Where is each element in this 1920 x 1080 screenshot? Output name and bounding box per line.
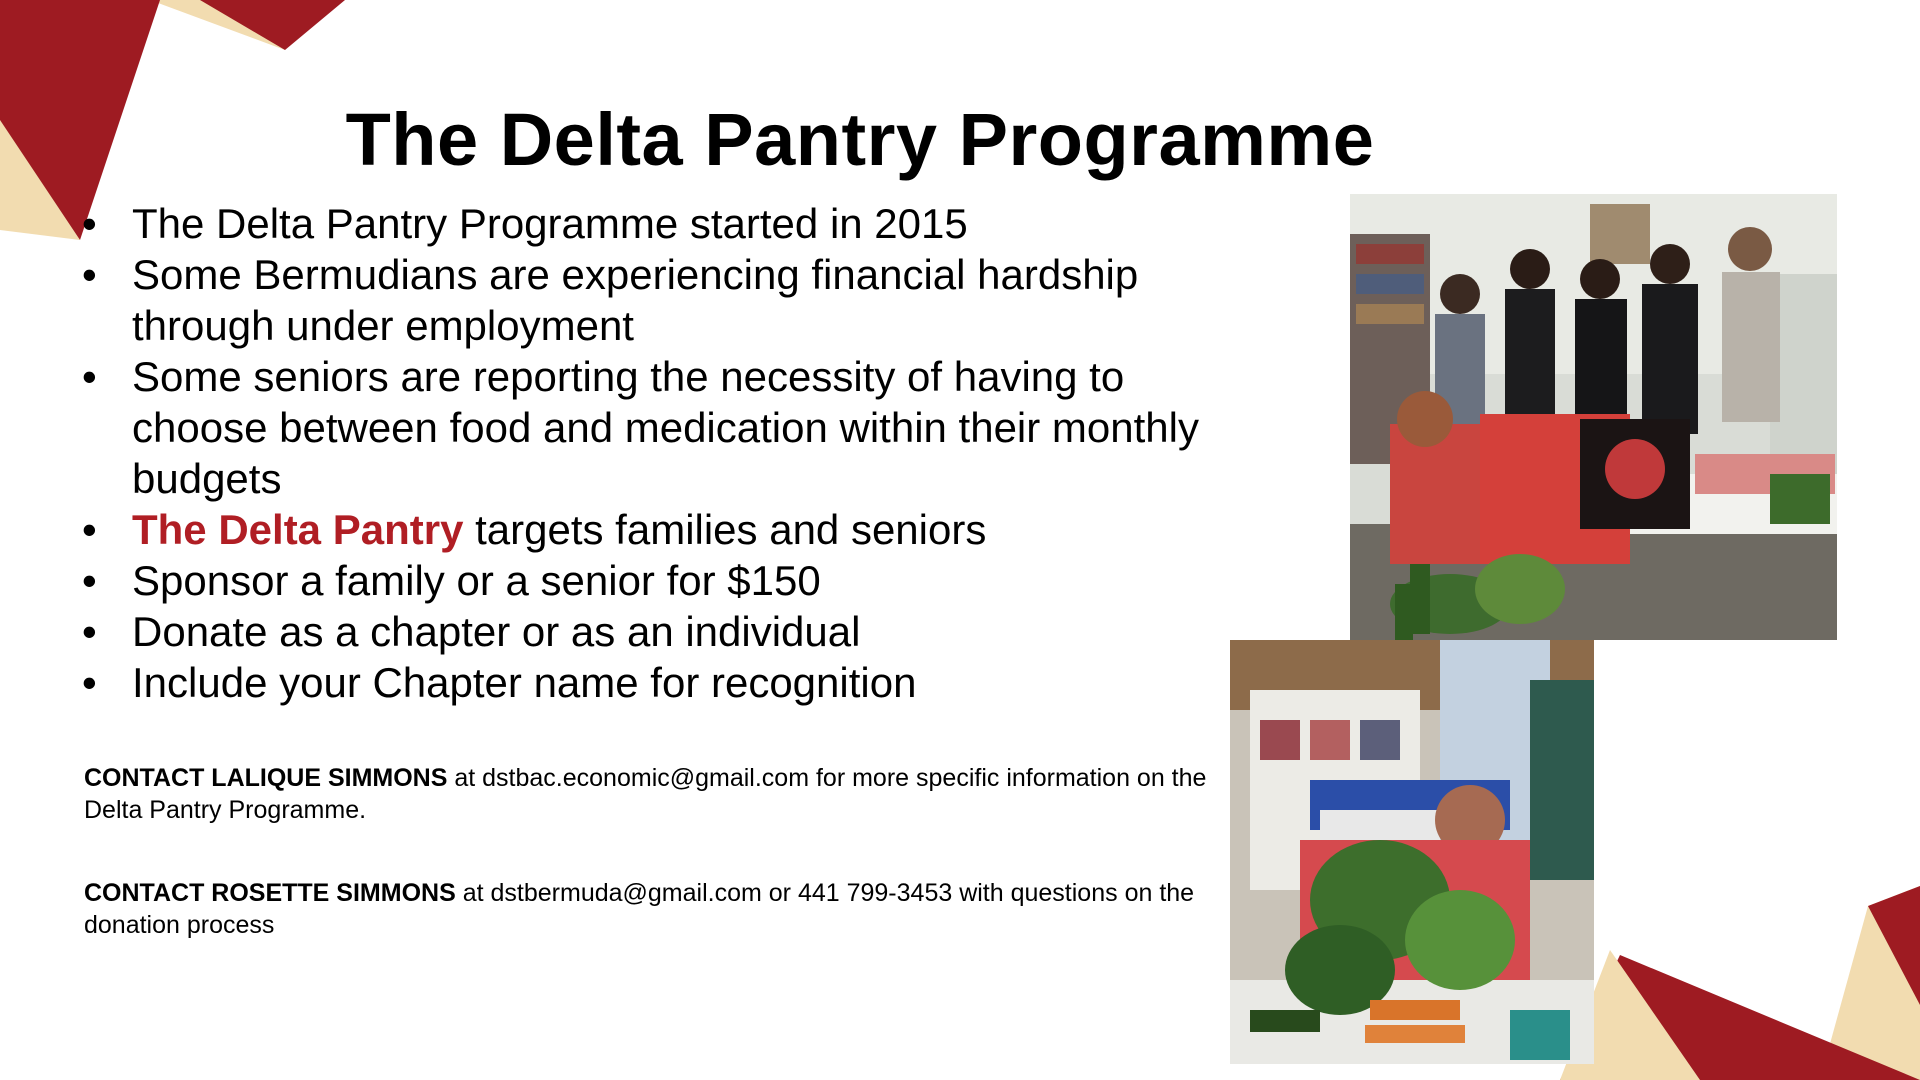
contact-name: CONTACT ROSETTE SIMMONS <box>84 879 456 907</box>
bullet-item: • Some Bermudians are experiencing financial hardship through under employment <box>82 251 1139 349</box>
bullet-item: • The Delta Pantry targets families and seniors <box>82 506 987 553</box>
group-photo <box>1350 194 1837 640</box>
contact-lalique <box>84 762 1244 826</box>
slide-title: The Delta Pantry Programme <box>345 98 1375 181</box>
contact-name: CONTACT LALIQUE SIMMONS <box>84 764 448 792</box>
bullet-item: • The Delta Pantry Programme started in 2015 <box>82 200 968 247</box>
contact-details: at dstbac.economic@gmail.com for more specific information on the Delta Pantry Programme. <box>84 764 1207 824</box>
bullet-item: • Some seniors are reporting the necessity of having to choose between food and medication within their monthly budgets <box>82 353 1199 502</box>
bullet-item: • Donate as a chapter or as an individual <box>82 608 861 655</box>
bullet-item: • Include your Chapter name for recognition <box>82 659 917 706</box>
highlight-text: The Delta Pantry <box>132 506 464 553</box>
contact-details: at dstbermuda@gmail.com or 441 799-3453 with questions on the donation process <box>84 879 1195 939</box>
groceries-photo <box>1230 640 1594 1064</box>
contact-rosette <box>84 877 1244 941</box>
bullet-list <box>82 198 1262 708</box>
bullet-item: • Sponsor a family or a senior for $150 <box>82 557 821 604</box>
